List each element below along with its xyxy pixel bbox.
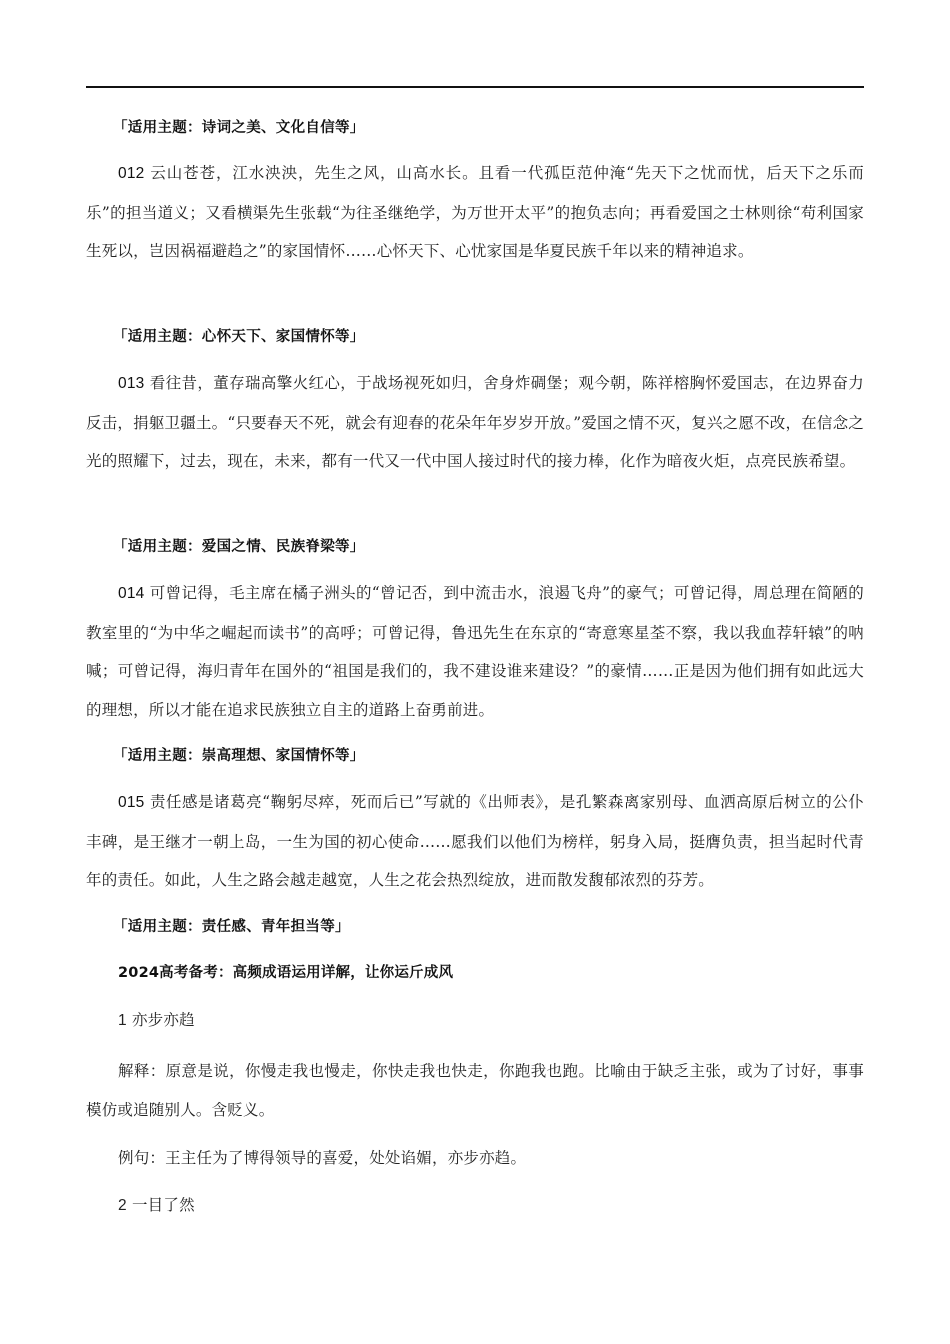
- theme-label: 「适用主题：心怀天下、家国情怀等」: [113, 329, 365, 345]
- paragraph-015: [86, 783, 864, 900]
- paragraph-number: 014: [118, 585, 145, 602]
- theme-label: 「适用主题：责任感、青年担当等」: [113, 919, 350, 935]
- paragraph-text: 可曾记得，毛主席在橘子洲头的“曾记否，到中流击水，浪遏飞舟”的豪气；可曾记得，周总理在简陋的教室里的“为中华之崛起而读书”的高呼；可曾记得，鲁迅先生在东京的“寄意寒星荃不察，我以我血荐轩辕”的呐喊；可曾记得，海归青年在国外的“祖国是我们的，我不建设谁来建设？”的豪情……正是因为他们拥有如此远大的理想，所以才能在追求民族独立自主的道路上奋勇前进。: [86, 584, 864, 719]
- theme-label: 「适用主题：崇高理想、家国情怀等」: [113, 748, 365, 764]
- idiom-explanation: 解释：原意是说，你慢走我也慢走，你快走我也快走，你跑我也跑。比喻由于缺乏主张，或为了讨好，事事模仿或追随别人。含贬义。: [86, 1062, 864, 1119]
- idiom-example: 例句：王主任为了博得领导的喜爱，处处谄媚，亦步亦趋。: [118, 1149, 527, 1167]
- theme-label: 「适用主题：爱国之情、民族脊梁等」: [113, 539, 365, 555]
- idiom-text: 亦步亦趋: [131, 1011, 195, 1029]
- theme-label: 「适用主题：诗词之美、文化自信等」: [113, 120, 365, 136]
- idiom-number: 2: [118, 1197, 127, 1214]
- paragraph-number: 013: [118, 375, 145, 392]
- idiom-text: 一目了然: [131, 1196, 195, 1214]
- paragraph-012: [86, 154, 864, 271]
- idiom-number: 1: [118, 1012, 127, 1029]
- paragraph-text: 看往昔，董存瑞高擎火红心，于战场视死如归，舍身炸碉堡；观今朝，陈祥榕胸怀爱国志，在边界奋力反击，捐躯卫疆土。“只要春天不死，就会有迎春的花朵年年岁岁开放。”爱国之情不灭，复兴之愿不改，在信念之光的照耀下，过去，现在，未来，都有一代又一代中国人接过时代的接力棒，化作为暗夜火炬，点亮民族希望。: [86, 374, 864, 471]
- header-rule: [86, 86, 864, 88]
- paragraph-number: 012: [118, 165, 145, 182]
- idiom-title: [86, 1009, 896, 1032]
- paragraph-013: [86, 364, 864, 481]
- paragraph-number: 015: [118, 794, 145, 811]
- paragraph-014: [86, 574, 864, 729]
- paragraph-text: 云山苍苍，江水泱泱，先生之风，山高水长。且看一代孤臣范仲淹“先天下之忧而忧，后天下之乐而乐”的担当道义；又看横渠先生张载“为往圣继绝学，为万世开太平”的抱负志向；再看爱国之士林则徐“苟利国家生死以，岂因祸福避趋之”的家国情怀……心怀天下、心忧家国是华夏民族千年以来的精神追求。: [86, 164, 864, 261]
- idioms-heading: 2024高考备考：高频成语运用详解，让你运斤成风: [118, 965, 454, 981]
- paragraph-text: 责任感是诸葛亮“鞠躬尽瘁，死而后已”写就的《出师表》，是孔繁森离家别母、血洒高原后树立的公仆丰碑，是王继才一朝上岛，一生为国的初心使命……愿我们以他们为榜样，躬身入局，挺膺负责，担当起时代青年的责任。如此，人生之路会越走越宽，人生之花会热烈绽放，进而散发馥郁浓烈的芬芳。: [86, 793, 864, 890]
- idiom-title: [86, 1194, 896, 1217]
